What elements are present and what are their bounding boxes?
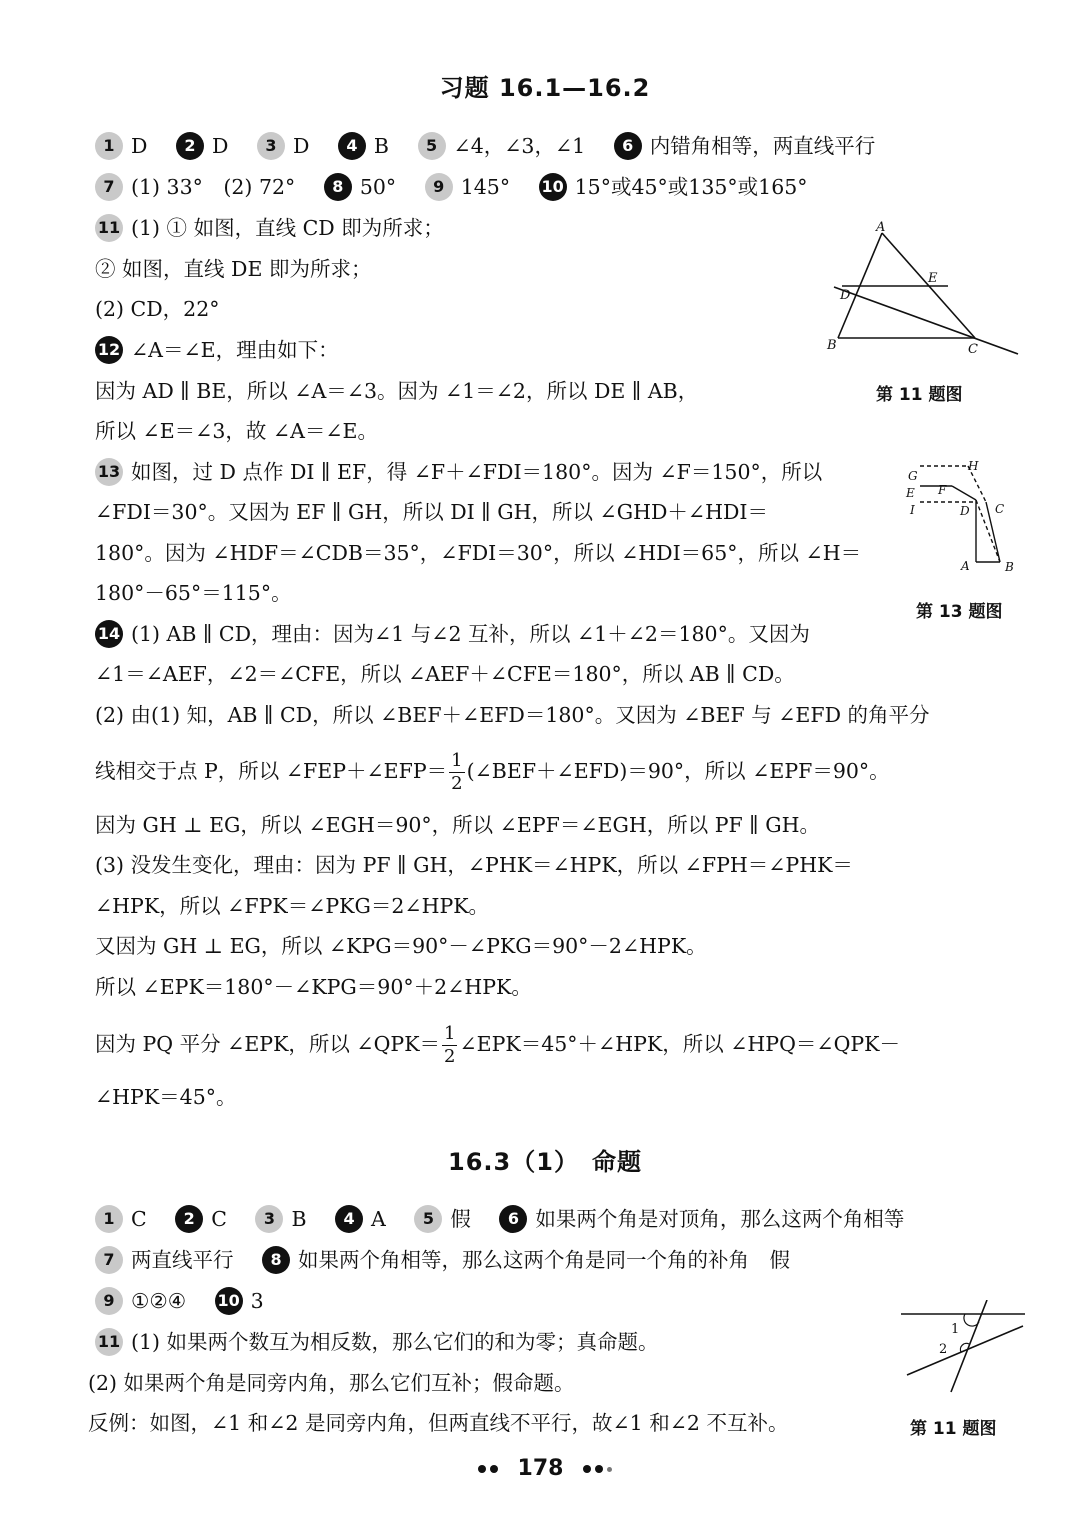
question-number-badge: 9 — [425, 173, 453, 201]
question-number-badge: 2 — [176, 132, 204, 160]
question-number-badge: 8 — [324, 173, 352, 201]
section-title: 习题 16.1—16.2 — [439, 74, 651, 102]
answer-text: 又因为 GH ⊥ EG，所以 ∠KPG＝90°－∠PKG＝90°－2∠HPK。 — [95, 934, 707, 958]
question-number-badge: 8 — [262, 1246, 290, 1274]
angle-label: 2 — [939, 1342, 948, 1357]
answer: 如果两个角是对顶角，那么这两个角相等 — [535, 1207, 905, 1231]
decorative-dot — [478, 1465, 486, 1473]
question-number-badge: 2 — [175, 1205, 203, 1233]
figure-caption: 第 11 题图 — [910, 1419, 997, 1439]
answer: D — [292, 134, 310, 158]
answer-text: (3) 没发生变化，理由：因为 PF ∥ GH，∠PHK＝∠HPK，所以 ∠FPH＝∠PHK＝ — [95, 853, 853, 877]
question-number-badge: 3 — [255, 1205, 283, 1233]
fraction — [442, 1025, 457, 1066]
answer-line — [95, 212, 444, 244]
answer-text: ∠HPK＝45°。 — [95, 1085, 237, 1109]
point-label: A — [876, 220, 886, 235]
answer-text: (1) AB ∥ CD，理由：因为∠1 与∠2 互补，所以 ∠1＋∠2＝180°。又因为 — [131, 622, 810, 646]
point-label: B — [1005, 560, 1014, 574]
answer-text: ∠1＝∠AEF，∠2＝∠CFE，所以 ∠AEF＋∠CFE＝180°，所以 AB ∥ CD。 — [95, 662, 795, 686]
question-number-badge: 9 — [95, 1287, 123, 1315]
figure-13-diagram — [902, 456, 1022, 581]
figure-caption: 第 11 题图 — [876, 385, 963, 405]
answer-text: (2) 由(1) 知，AB ∥ CD，所以 ∠BEF＋∠EFD＝180°。又因为 ∠BEF 与 ∠EFD 的角平分 — [95, 703, 930, 727]
answer: B — [373, 134, 389, 158]
answer: C — [211, 1207, 227, 1231]
fraction-denominator: 2 — [451, 773, 463, 794]
answer-text: 线相交于点 P，所以 ∠FEP＋∠EFP＝ — [95, 759, 448, 783]
question-number-badge: 5 — [418, 132, 446, 160]
answer-text: (2) 如果两个角是同旁内角，那么它们互补；假命题。 — [88, 1371, 575, 1395]
question-number-badge: 14 — [95, 620, 123, 648]
answer-text: 180°－65°＝115°。 — [95, 581, 292, 605]
answer: C — [131, 1207, 147, 1231]
question-number-badge: 12 — [95, 336, 123, 364]
point-label: C — [968, 342, 978, 357]
question-number-badge: 3 — [257, 132, 285, 160]
answer-line — [95, 1326, 659, 1358]
answer: 50° — [359, 175, 397, 199]
question-number-badge: 11 — [95, 214, 123, 242]
answer: 如果两个角相等，那么这两个角是同一个角的补角 假 — [298, 1248, 791, 1272]
fraction — [449, 752, 464, 793]
question-number-badge: 11 — [95, 1328, 123, 1356]
answer-text: 因为 AD ∥ BE，所以 ∠A＝∠3。因为 ∠1＝∠2，所以 DE ∥ AB， — [95, 379, 699, 403]
answer-text: ∠EPK＝45°＋∠HPK，所以 ∠HPQ＝∠QPK－ — [459, 1032, 900, 1056]
answer: ∠4，∠3，∠1 — [453, 134, 586, 158]
figure-11-diagram — [820, 218, 1030, 363]
answer-row — [95, 1285, 264, 1317]
answer-text: 所以 ∠EPK＝180°－∠KPG＝90°＋2∠HPK。 — [95, 975, 532, 999]
answer-text: (∠BEF＋∠EFD)＝90°，所以 ∠EPF＝90°。 — [466, 759, 890, 783]
question-number-badge: 10 — [215, 1287, 243, 1315]
answer: 内错角相等，两直线平行 — [649, 134, 876, 158]
question-number-badge: 6 — [614, 132, 642, 160]
answer-line — [95, 618, 810, 650]
answer-text: 如图，过 D 点作 DI ∥ EF，得 ∠F＋∠FDI＝180°。因为 ∠F＝150°，所以 — [131, 460, 823, 484]
question-number-badge: 1 — [95, 1205, 123, 1233]
angle-label: 1 — [951, 1322, 960, 1337]
answer: B — [291, 1207, 307, 1231]
point-label: C — [995, 502, 1005, 516]
figure-11-counterexample-diagram — [895, 1300, 1035, 1395]
point-label: G — [908, 469, 918, 483]
point-label: E — [906, 486, 915, 500]
answer-text: 因为 GH ⊥ EG，所以 ∠EGH＝90°，所以 ∠EPF＝∠EGH，所以 PF ∥ GH。 — [95, 813, 821, 837]
answer: D — [131, 134, 148, 158]
answer-text: (1) ① 如图，直线 CD 即为所求； — [131, 216, 444, 240]
answer-text: ∠A＝∠E，理由如下： — [131, 338, 339, 362]
page-footer — [0, 1456, 1090, 1481]
point-label: D — [840, 288, 851, 303]
answer-line — [95, 456, 822, 488]
answer-text: (1) 如果两个数互为相反数，那么它们的和为零；真命题。 — [131, 1330, 659, 1354]
answer-text: 反例：如图，∠1 和∠2 是同旁内角，但两直线不平行，故∠1 和∠2 不互补。 — [88, 1411, 789, 1435]
point-label: I — [910, 503, 915, 517]
answer: D — [211, 134, 229, 158]
answer: A — [371, 1207, 386, 1231]
answer-line — [95, 334, 339, 366]
point-label: E — [928, 271, 938, 286]
answer-row — [95, 1203, 904, 1235]
answer: 3 — [250, 1289, 264, 1313]
decorative-dot — [490, 1465, 498, 1473]
point-label: D — [960, 504, 970, 518]
answer-line — [95, 752, 890, 793]
question-number-badge: 13 — [95, 458, 123, 486]
answer-text: ∠FDI＝30°。又因为 EF ∥ GH，所以 DI ∥ GH，所以 ∠GHD＋∠HDI＝ — [95, 500, 769, 524]
answer: ①②④ — [131, 1289, 187, 1313]
point-label: H — [968, 459, 979, 473]
question-number-badge: 7 — [95, 1246, 123, 1274]
question-number-badge: 1 — [95, 132, 123, 160]
answer: 145° — [460, 175, 511, 199]
answer-text: 180°。因为 ∠HDF＝∠CDB＝35°，∠FDI＝30°，所以 ∠HDI＝65°，所以 ∠H＝ — [95, 541, 862, 565]
answer-text: 所以 ∠E＝∠3，故 ∠A＝∠E。 — [95, 419, 379, 443]
question-number-badge: 5 — [414, 1205, 442, 1233]
question-number-badge: 4 — [338, 132, 366, 160]
answer-text: ② 如图，直线 DE 即为所求； — [95, 257, 372, 281]
fraction-numerator: 1 — [444, 1023, 456, 1044]
question-number-badge: 6 — [499, 1205, 527, 1233]
question-number-badge: 4 — [335, 1205, 363, 1233]
answer-text: (2) CD，22° — [95, 297, 220, 321]
answer-row — [95, 171, 808, 203]
answer-row — [95, 1244, 790, 1276]
point-label: F — [938, 483, 947, 497]
answer: 两直线平行 — [131, 1248, 234, 1272]
decorative-dot — [595, 1465, 603, 1473]
answer: (1) 33° (2) 72° — [131, 175, 296, 199]
point-label: A — [961, 559, 970, 573]
fraction-denominator: 2 — [444, 1046, 456, 1067]
section-title: 16.3（1） 命题 — [448, 1148, 642, 1176]
page-number: 178 — [517, 1456, 564, 1481]
question-number-badge: 7 — [95, 173, 123, 201]
question-number-badge: 10 — [539, 173, 567, 201]
answer: 15°或45°或135°或165° — [574, 175, 808, 199]
answer-text: 因为 PQ 平分 ∠EPK，所以 ∠QPK＝ — [95, 1032, 441, 1056]
point-label: B — [827, 338, 837, 353]
decorative-dot — [583, 1465, 591, 1473]
answer-text: ∠HPK，所以 ∠FPK＝∠PKG＝2∠HPK。 — [95, 894, 490, 918]
answer: 假 — [450, 1207, 471, 1231]
answer-row — [95, 130, 875, 162]
figure-caption: 第 13 题图 — [916, 602, 1003, 622]
decorative-dot — [607, 1467, 612, 1472]
answer-line — [95, 1025, 900, 1066]
fraction-numerator: 1 — [451, 750, 463, 771]
